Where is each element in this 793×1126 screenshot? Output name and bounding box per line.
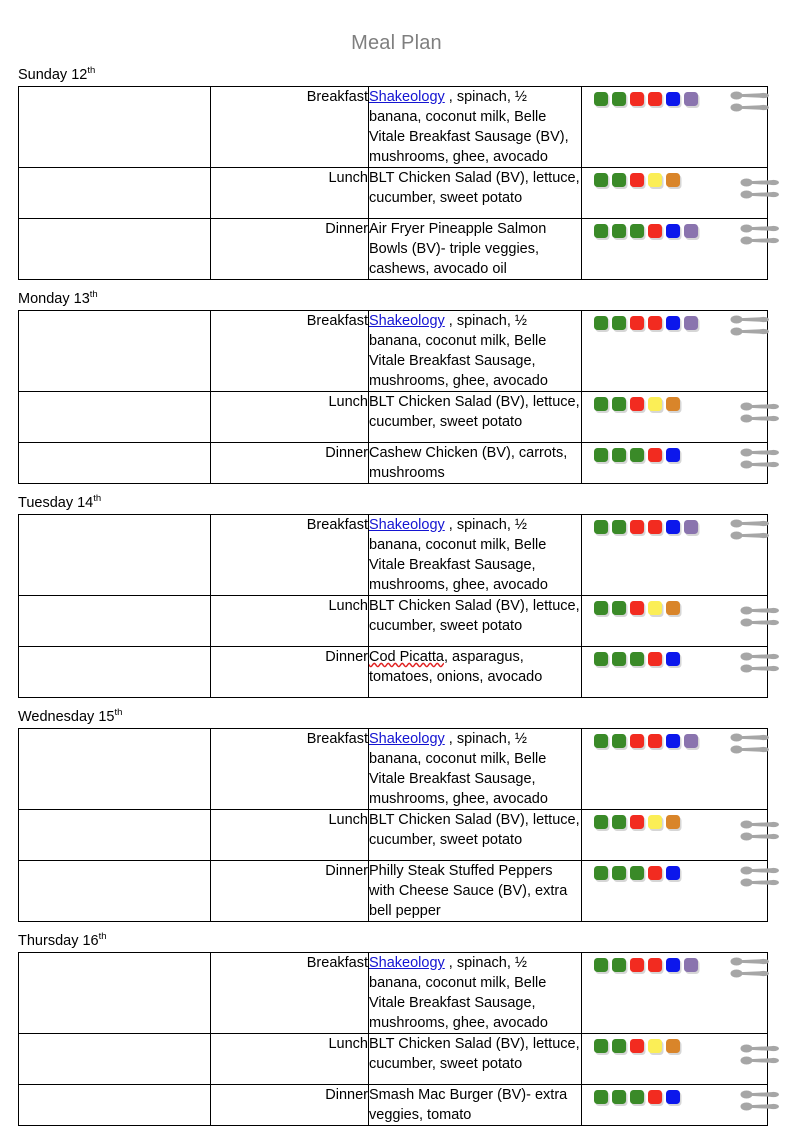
measuring-spoon-icon bbox=[740, 402, 780, 411]
meal-description-cell bbox=[369, 596, 582, 647]
portion-container-purple bbox=[684, 224, 698, 238]
portion-container-green bbox=[630, 224, 644, 238]
meal-description-cell bbox=[369, 1034, 582, 1085]
day-block-wednesday bbox=[18, 708, 775, 922]
meal-name-cell: Dinner bbox=[211, 861, 369, 922]
portion-container-green bbox=[594, 316, 608, 330]
day-block-thursday bbox=[18, 932, 775, 1126]
day-ordinal: th bbox=[89, 289, 98, 301]
container-group bbox=[594, 397, 680, 411]
meal-description-cell bbox=[369, 168, 582, 219]
spoon-group bbox=[740, 224, 784, 245]
container-group bbox=[594, 224, 698, 238]
portion-container-purple bbox=[684, 92, 698, 106]
meal-row bbox=[19, 1085, 768, 1126]
day-block-monday bbox=[18, 290, 775, 484]
day-ordinal: th bbox=[114, 707, 123, 719]
meal-description-cell bbox=[369, 953, 582, 1034]
portion-container-purple bbox=[684, 520, 698, 534]
measuring-spoon-icon bbox=[740, 1090, 780, 1099]
meal-row bbox=[19, 953, 768, 1034]
portion-container-red bbox=[648, 734, 662, 748]
day-table bbox=[18, 728, 768, 922]
portion-container-green bbox=[612, 652, 626, 666]
meal-row bbox=[19, 647, 768, 698]
portion-containers-cell bbox=[582, 810, 768, 861]
container-group bbox=[594, 601, 680, 615]
portion-containers-cell bbox=[582, 729, 768, 810]
portion-containers-cell bbox=[582, 1034, 768, 1085]
meal-description-cell bbox=[369, 219, 582, 280]
portion-container-green bbox=[612, 92, 626, 106]
spoon-group bbox=[730, 519, 774, 540]
shakeology-link[interactable]: Shakeology bbox=[369, 731, 445, 747]
day-name: Thursday bbox=[18, 933, 79, 949]
day-name: Sunday bbox=[18, 67, 68, 83]
notes-cell[interactable] bbox=[19, 953, 211, 1034]
portion-container-green bbox=[612, 316, 626, 330]
portion-container-orange bbox=[666, 397, 680, 411]
portion-container-green bbox=[594, 652, 608, 666]
notes-cell[interactable] bbox=[19, 219, 211, 280]
measuring-spoon-icon bbox=[730, 957, 770, 966]
measuring-spoon-icon bbox=[740, 832, 780, 841]
meal-name-cell: Breakfast bbox=[211, 953, 369, 1034]
meal-description: BLT Chicken Salad (BV), lettuce, cucumber, sweet potato bbox=[369, 394, 580, 430]
container-group bbox=[594, 173, 680, 187]
container-group bbox=[594, 866, 680, 880]
day-block-sunday bbox=[18, 66, 775, 280]
meal-description: BLT Chicken Salad (BV), lettuce, cucumber, sweet potato bbox=[369, 812, 580, 848]
measuring-spoon-icon bbox=[740, 1044, 780, 1053]
spoon-group bbox=[730, 91, 774, 112]
meal-name-cell: Breakfast bbox=[211, 729, 369, 810]
portion-container-red bbox=[630, 173, 644, 187]
day-date: 14 bbox=[77, 495, 94, 511]
meal-row bbox=[19, 596, 768, 647]
day-heading bbox=[18, 290, 775, 310]
portion-container-green bbox=[594, 958, 608, 972]
portion-container-blue bbox=[666, 866, 680, 880]
portion-container-green bbox=[594, 1090, 608, 1104]
meal-name-cell: Breakfast bbox=[211, 311, 369, 392]
portion-container-green bbox=[630, 448, 644, 462]
container-group bbox=[594, 958, 698, 972]
portion-container-orange bbox=[666, 815, 680, 829]
portion-container-green bbox=[630, 1090, 644, 1104]
portion-container-green bbox=[612, 448, 626, 462]
meal-name-cell: Lunch bbox=[211, 1034, 369, 1085]
portion-container-green bbox=[612, 958, 626, 972]
meal-name-cell: Lunch bbox=[211, 810, 369, 861]
notes-cell[interactable] bbox=[19, 1085, 211, 1126]
portion-container-red bbox=[630, 958, 644, 972]
portion-container-red bbox=[630, 734, 644, 748]
measuring-spoon-icon bbox=[740, 1102, 780, 1111]
meal-description: Smash Mac Burger (BV)- extra veggies, tomato bbox=[369, 1087, 568, 1123]
notes-cell[interactable] bbox=[19, 596, 211, 647]
meal-row bbox=[19, 810, 768, 861]
day-ordinal: th bbox=[98, 931, 107, 943]
portion-container-green bbox=[612, 224, 626, 238]
portion-container-red bbox=[648, 520, 662, 534]
portion-container-blue bbox=[666, 224, 680, 238]
meal-description-cell bbox=[369, 647, 582, 698]
portion-container-purple bbox=[684, 958, 698, 972]
portion-container-red bbox=[648, 448, 662, 462]
meal-description: , asparagus, tomatoes, onions, avocado bbox=[369, 649, 543, 685]
day-table bbox=[18, 514, 768, 698]
portion-container-green bbox=[630, 866, 644, 880]
notes-cell[interactable] bbox=[19, 168, 211, 219]
meal-description: BLT Chicken Salad (BV), lettuce, cucumber, sweet potato bbox=[369, 598, 580, 634]
measuring-spoon-icon bbox=[740, 178, 780, 187]
day-block-tuesday bbox=[18, 494, 775, 698]
meal-row bbox=[19, 443, 768, 484]
portion-container-green bbox=[594, 815, 608, 829]
portion-container-red bbox=[630, 397, 644, 411]
measuring-spoon-icon bbox=[730, 733, 770, 742]
meal-row bbox=[19, 87, 768, 168]
portion-containers-cell bbox=[582, 596, 768, 647]
portion-container-green bbox=[594, 601, 608, 615]
measuring-spoon-icon bbox=[730, 327, 770, 336]
portion-container-yellow bbox=[648, 1039, 662, 1053]
portion-container-blue bbox=[666, 316, 680, 330]
portion-containers-cell bbox=[582, 392, 768, 443]
measuring-spoon-icon bbox=[740, 460, 780, 469]
portion-containers-cell bbox=[582, 168, 768, 219]
notes-cell[interactable] bbox=[19, 392, 211, 443]
portion-container-yellow bbox=[648, 601, 662, 615]
measuring-spoon-icon bbox=[730, 531, 770, 540]
spoon-group bbox=[740, 652, 784, 673]
day-table bbox=[18, 86, 768, 280]
meal-description: Philly Steak Stuffed Peppers with Cheese Sauce (BV), extra bell pepper bbox=[369, 863, 568, 919]
meal-row bbox=[19, 168, 768, 219]
measuring-spoon-icon bbox=[740, 664, 780, 673]
measuring-spoon-icon bbox=[730, 969, 770, 978]
portion-container-red bbox=[648, 316, 662, 330]
meal-description: Cashew Chicken (BV), carrots, mushrooms bbox=[369, 445, 568, 481]
notes-cell[interactable] bbox=[19, 1034, 211, 1085]
portion-container-green bbox=[594, 1039, 608, 1053]
portion-container-green bbox=[612, 815, 626, 829]
portion-container-blue bbox=[666, 448, 680, 462]
meal-name-cell: Dinner bbox=[211, 219, 369, 280]
container-group bbox=[594, 316, 698, 330]
meal-name-cell: Breakfast bbox=[211, 87, 369, 168]
measuring-spoon-icon bbox=[730, 519, 770, 528]
meal-description-cell bbox=[369, 1085, 582, 1126]
measuring-spoon-icon bbox=[730, 315, 770, 324]
day-name: Monday bbox=[18, 291, 70, 307]
meal-description-cell bbox=[369, 392, 582, 443]
meal-row bbox=[19, 861, 768, 922]
portion-container-red bbox=[648, 652, 662, 666]
measuring-spoon-icon bbox=[740, 866, 780, 875]
measuring-spoon-icon bbox=[730, 91, 770, 100]
portion-container-blue bbox=[666, 520, 680, 534]
portion-container-green bbox=[612, 734, 626, 748]
portion-containers-cell bbox=[582, 1085, 768, 1126]
measuring-spoon-icon bbox=[740, 224, 780, 233]
portion-container-blue bbox=[666, 92, 680, 106]
meal-row bbox=[19, 515, 768, 596]
meal-row bbox=[19, 392, 768, 443]
portion-containers-cell bbox=[582, 443, 768, 484]
meal-description: BLT Chicken Salad (BV), lettuce, cucumber, sweet potato bbox=[369, 170, 580, 206]
portion-container-green bbox=[594, 397, 608, 411]
portion-container-green bbox=[594, 866, 608, 880]
portion-container-red bbox=[648, 92, 662, 106]
portion-container-green bbox=[594, 173, 608, 187]
portion-container-blue bbox=[666, 1090, 680, 1104]
portion-container-blue bbox=[666, 734, 680, 748]
meal-description-cell bbox=[369, 87, 582, 168]
day-date: 15 bbox=[98, 709, 115, 725]
portion-container-red bbox=[630, 601, 644, 615]
portion-container-green bbox=[594, 734, 608, 748]
page-title: Meal Plan bbox=[351, 32, 442, 54]
day-date: 12 bbox=[71, 67, 88, 83]
container-group bbox=[594, 815, 680, 829]
portion-container-blue bbox=[666, 652, 680, 666]
notes-cell[interactable] bbox=[19, 861, 211, 922]
notes-cell[interactable] bbox=[19, 311, 211, 392]
spoon-group bbox=[740, 1044, 784, 1065]
spoon-group bbox=[740, 866, 784, 887]
portion-container-green bbox=[612, 520, 626, 534]
portion-containers-cell bbox=[582, 515, 768, 596]
measuring-spoon-icon bbox=[740, 448, 780, 457]
meal-description-cell bbox=[369, 311, 582, 392]
portion-container-green bbox=[594, 520, 608, 534]
notes-cell[interactable] bbox=[19, 515, 211, 596]
day-heading bbox=[18, 494, 775, 514]
measuring-spoon-icon bbox=[730, 103, 770, 112]
portion-containers-cell bbox=[582, 861, 768, 922]
day-heading bbox=[18, 66, 775, 86]
day-table bbox=[18, 952, 768, 1126]
container-group bbox=[594, 1090, 680, 1104]
portion-container-green bbox=[594, 448, 608, 462]
spoon-group bbox=[740, 178, 784, 199]
spoon-group bbox=[730, 315, 774, 336]
portion-containers-cell bbox=[582, 647, 768, 698]
meal-row bbox=[19, 219, 768, 280]
portion-container-blue bbox=[666, 958, 680, 972]
notes-cell[interactable] bbox=[19, 810, 211, 861]
spoon-group bbox=[740, 820, 784, 841]
day-ordinal: th bbox=[93, 493, 102, 505]
shakeology-link[interactable]: Shakeology bbox=[369, 517, 445, 533]
measuring-spoon-icon bbox=[740, 820, 780, 829]
spoon-group bbox=[740, 448, 784, 469]
portion-container-orange bbox=[666, 173, 680, 187]
meal-name-cell: Dinner bbox=[211, 443, 369, 484]
portion-container-green bbox=[630, 652, 644, 666]
portion-container-purple bbox=[684, 316, 698, 330]
portion-container-orange bbox=[666, 1039, 680, 1053]
meal-description-cell bbox=[369, 861, 582, 922]
meal-description: , spinach, ½ banana, coconut milk, Belle Vitale Breakfast Sausage (BV), mushrooms, ghee, avocado bbox=[369, 89, 569, 165]
portion-container-green bbox=[594, 92, 608, 106]
meal-description: , spinach, ½ banana, coconut milk, Belle Vitale Breakfast Sausage, mushrooms, ghee, avocado bbox=[369, 955, 548, 1031]
measuring-spoon-icon bbox=[740, 652, 780, 661]
spoon-group bbox=[740, 1090, 784, 1111]
spoon-group bbox=[740, 402, 784, 423]
measuring-spoon-icon bbox=[740, 414, 780, 423]
portion-container-green bbox=[612, 866, 626, 880]
measuring-spoon-icon bbox=[740, 236, 780, 245]
notes-cell[interactable] bbox=[19, 87, 211, 168]
portion-container-red bbox=[648, 958, 662, 972]
container-group bbox=[594, 652, 680, 666]
portion-container-red bbox=[648, 866, 662, 880]
portion-container-green bbox=[612, 1039, 626, 1053]
spoon-group bbox=[740, 606, 784, 627]
meal-name-cell: Lunch bbox=[211, 392, 369, 443]
measuring-spoon-icon bbox=[740, 878, 780, 887]
container-group bbox=[594, 448, 680, 462]
container-group bbox=[594, 734, 698, 748]
spoon-group bbox=[730, 957, 774, 978]
portion-containers-cell bbox=[582, 311, 768, 392]
container-group bbox=[594, 520, 698, 534]
day-date: 13 bbox=[73, 291, 90, 307]
spoon-group bbox=[730, 733, 774, 754]
shakeology-link[interactable]: Shakeology bbox=[369, 89, 445, 105]
meal-row bbox=[19, 729, 768, 810]
meal-name-cell: Lunch bbox=[211, 168, 369, 219]
portion-container-green bbox=[612, 397, 626, 411]
day-heading bbox=[18, 708, 775, 728]
notes-cell[interactable] bbox=[19, 443, 211, 484]
meal-description: BLT Chicken Salad (BV), lettuce, cucumber, sweet potato bbox=[369, 1036, 580, 1072]
portion-container-red bbox=[648, 224, 662, 238]
shakeology-link[interactable]: Shakeology bbox=[369, 313, 445, 329]
portion-container-red bbox=[630, 520, 644, 534]
meal-description: , spinach, ½ banana, coconut milk, Belle Vitale Breakfast Sausage, mushrooms, ghee, avocado bbox=[369, 313, 548, 389]
portion-container-yellow bbox=[648, 815, 662, 829]
portion-container-orange bbox=[666, 601, 680, 615]
portion-container-yellow bbox=[648, 397, 662, 411]
meal-name-cell: Lunch bbox=[211, 596, 369, 647]
meal-name-cell: Dinner bbox=[211, 1085, 369, 1126]
portion-container-green bbox=[612, 173, 626, 187]
portion-container-red bbox=[630, 92, 644, 106]
meal-description: , spinach, ½ banana, coconut milk, Belle Vitale Breakfast Sausage, mushrooms, ghee, avocado bbox=[369, 517, 548, 593]
day-ordinal: th bbox=[87, 65, 96, 77]
portion-container-red bbox=[630, 815, 644, 829]
day-block-list bbox=[18, 66, 775, 1126]
meal-description-cell bbox=[369, 729, 582, 810]
measuring-spoon-icon bbox=[740, 618, 780, 627]
portion-containers-cell bbox=[582, 953, 768, 1034]
day-table bbox=[18, 310, 768, 484]
meal-name-cell: Dinner bbox=[211, 647, 369, 698]
portion-container-red bbox=[630, 316, 644, 330]
portion-container-green bbox=[612, 1090, 626, 1104]
portion-containers-cell bbox=[582, 87, 768, 168]
notes-cell[interactable] bbox=[19, 729, 211, 810]
day-name: Wednesday bbox=[18, 709, 95, 725]
notes-cell[interactable] bbox=[19, 647, 211, 698]
portion-container-purple bbox=[684, 734, 698, 748]
portion-container-red bbox=[630, 1039, 644, 1053]
portion-containers-cell bbox=[582, 219, 768, 280]
day-date: 16 bbox=[82, 933, 99, 949]
measuring-spoon-icon bbox=[740, 1056, 780, 1065]
meal-description: Air Fryer Pineapple Salmon Bowls (BV)- triple veggies, cashews, avocado oil bbox=[369, 221, 547, 277]
measuring-spoon-icon bbox=[730, 745, 770, 754]
meal-description-cell bbox=[369, 515, 582, 596]
measuring-spoon-icon bbox=[740, 606, 780, 615]
portion-container-red bbox=[648, 1090, 662, 1104]
day-heading bbox=[18, 932, 775, 952]
portion-container-green bbox=[612, 601, 626, 615]
misspelled-text: Cod Picatta bbox=[369, 649, 444, 665]
meal-description: , spinach, ½ banana, coconut milk, Belle Vitale Breakfast Sausage, mushrooms, ghee, avocado bbox=[369, 731, 548, 807]
meal-description-cell bbox=[369, 443, 582, 484]
day-name: Tuesday bbox=[18, 495, 74, 511]
meal-row bbox=[19, 1034, 768, 1085]
meal-name-cell: Breakfast bbox=[211, 515, 369, 596]
container-group bbox=[594, 92, 698, 106]
meal-row bbox=[19, 311, 768, 392]
portion-container-yellow bbox=[648, 173, 662, 187]
meal-description-cell bbox=[369, 810, 582, 861]
container-group bbox=[594, 1039, 680, 1053]
portion-container-green bbox=[594, 224, 608, 238]
shakeology-link[interactable]: Shakeology bbox=[369, 955, 445, 971]
measuring-spoon-icon bbox=[740, 190, 780, 199]
